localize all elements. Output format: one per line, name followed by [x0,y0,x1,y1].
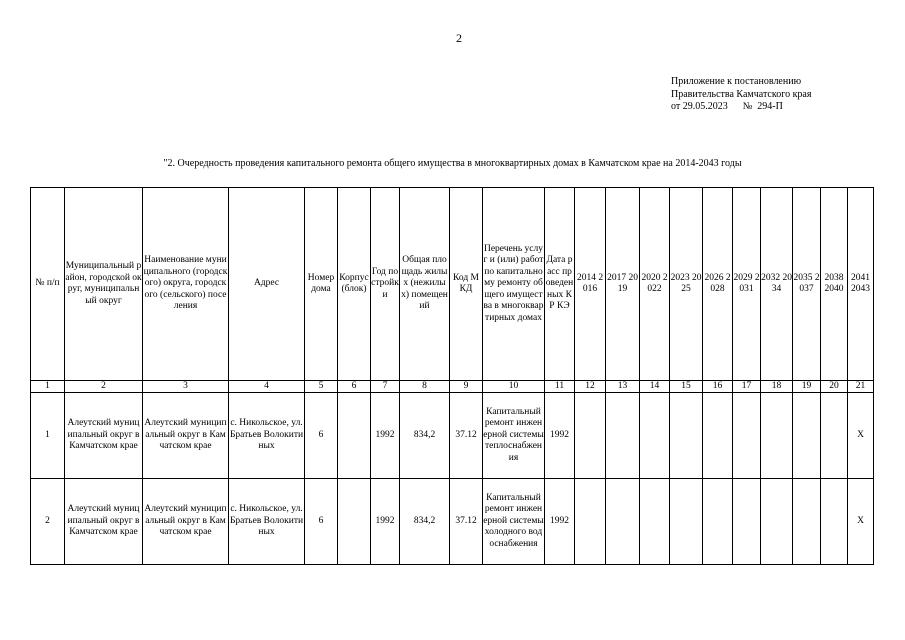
column-number: 7 [371,381,400,393]
header-cell: Перечень услуг и (или) работ по капитальному ремонту общего имущества в многоквартирных домах [483,188,545,381]
row-number: 2 [31,479,65,565]
document-title: "2. Очередность проведения капитального ремонта общего имущества в многоквартирных домах в Камчатском крае на 2014-2043 годы [163,158,742,169]
column-number: 2 [65,381,143,393]
address-cell: с. Никольское, ул. Братьев Волокитиных [229,479,305,565]
settlement-cell: Алеутский муниципальный округ в Камчатском крае [143,479,229,565]
period-cell [703,393,733,479]
repair-schedule-table [30,187,874,565]
code-cell: 37.12 [450,479,483,565]
header-cell: 2035 2037 [793,188,821,381]
header-cell: Корпус (блок) [338,188,371,381]
row-number: 1 [31,393,65,479]
header-cell: 2023 2025 [670,188,703,381]
column-number: 1 [31,381,65,393]
column-number-row [31,381,874,393]
period-cell [733,393,761,479]
period-cell [670,479,703,565]
column-number: 4 [229,381,305,393]
period-cell [793,393,821,479]
header-cell: Наименование муниципального (городского) округа, городского (сельского) поселения [143,188,229,381]
column-number: 10 [483,381,545,393]
period-cell [575,393,606,479]
period-cell: X [848,393,874,479]
appendix-block [671,76,811,114]
appendix-line-1: Приложение к постановлению [671,76,802,87]
column-number: 5 [305,381,338,393]
block-cell [338,393,371,479]
column-number: 3 [143,381,229,393]
works-cell: Капитальный ремонт инженерной системы холодного водоснабжения [483,479,545,565]
period-cell: X [848,479,874,565]
code-cell: 37.12 [450,393,483,479]
page-number: 2 [456,31,462,45]
header-cell: 2014 2016 [575,188,606,381]
header-row [31,188,874,381]
period-cell [821,393,848,479]
period-cell [761,393,793,479]
column-number: 21 [848,381,874,393]
header-cell: 2026 2028 [703,188,733,381]
column-number: 13 [606,381,640,393]
column-number: 17 [733,381,761,393]
column-number: 16 [703,381,733,393]
header-cell: 2017 2019 [606,188,640,381]
column-number: 9 [450,381,483,393]
district-cell: Алеутский муниципальный округ в Камчатском крае [65,479,143,565]
period-cell [575,479,606,565]
period-cell [640,479,670,565]
appendix-line-3: от 29.05.2023 № 294-П [671,101,783,112]
header-cell: 2032 2034 [761,188,793,381]
district-cell: Алеутский муниципальный округ в Камчатском крае [65,393,143,479]
column-number: 11 [545,381,575,393]
period-cell [640,393,670,479]
header-cell: Муниципальный район, городской округ, муниципальный округ [65,188,143,381]
column-number: 20 [821,381,848,393]
house-number-cell: 6 [305,393,338,479]
settlement-cell: Алеутский муниципальный округ в Камчатском крае [143,393,229,479]
block-cell [338,479,371,565]
header-cell: Общая площадь жилых (нежилых) помещений [400,188,450,381]
header-cell: № п/п [31,188,65,381]
period-cell [703,479,733,565]
year-cell: 1992 [371,393,400,479]
area-cell: 834,2 [400,479,450,565]
column-number: 8 [400,381,450,393]
column-number: 19 [793,381,821,393]
works-cell: Капитальный ремонт инженерной системы теплоснабжения [483,393,545,479]
header-cell: Номер дома [305,188,338,381]
period-cell [733,479,761,565]
period-cell [793,479,821,565]
period-cell [606,479,640,565]
column-number: 15 [670,381,703,393]
house-number-cell: 6 [305,479,338,565]
period-cell [821,479,848,565]
address-cell: с. Никольское, ул. Братьев Волокитиных [229,393,305,479]
header-cell: 2038 2040 [821,188,848,381]
header-cell: Дата расс проведенных КР КЭ [545,188,575,381]
header-cell: Адрес [229,188,305,381]
header-cell: 2041 2043 [848,188,874,381]
period-cell [761,479,793,565]
header-cell: Код МКД [450,188,483,381]
column-number: 6 [338,381,371,393]
column-number: 14 [640,381,670,393]
column-number: 18 [761,381,793,393]
year-cell: 1992 [371,479,400,565]
period-cell [670,393,703,479]
table-row [31,393,874,479]
area-cell: 834,2 [400,393,450,479]
date-cell: 1992 [545,479,575,565]
header-cell: 2020 2022 [640,188,670,381]
date-cell: 1992 [545,393,575,479]
header-cell: Год постройки [371,188,400,381]
appendix-line-2: Правительства Камчатского края [671,88,812,100]
table-row [31,479,874,565]
header-cell: 2029 2031 [733,188,761,381]
period-cell [606,393,640,479]
column-number: 12 [575,381,606,393]
